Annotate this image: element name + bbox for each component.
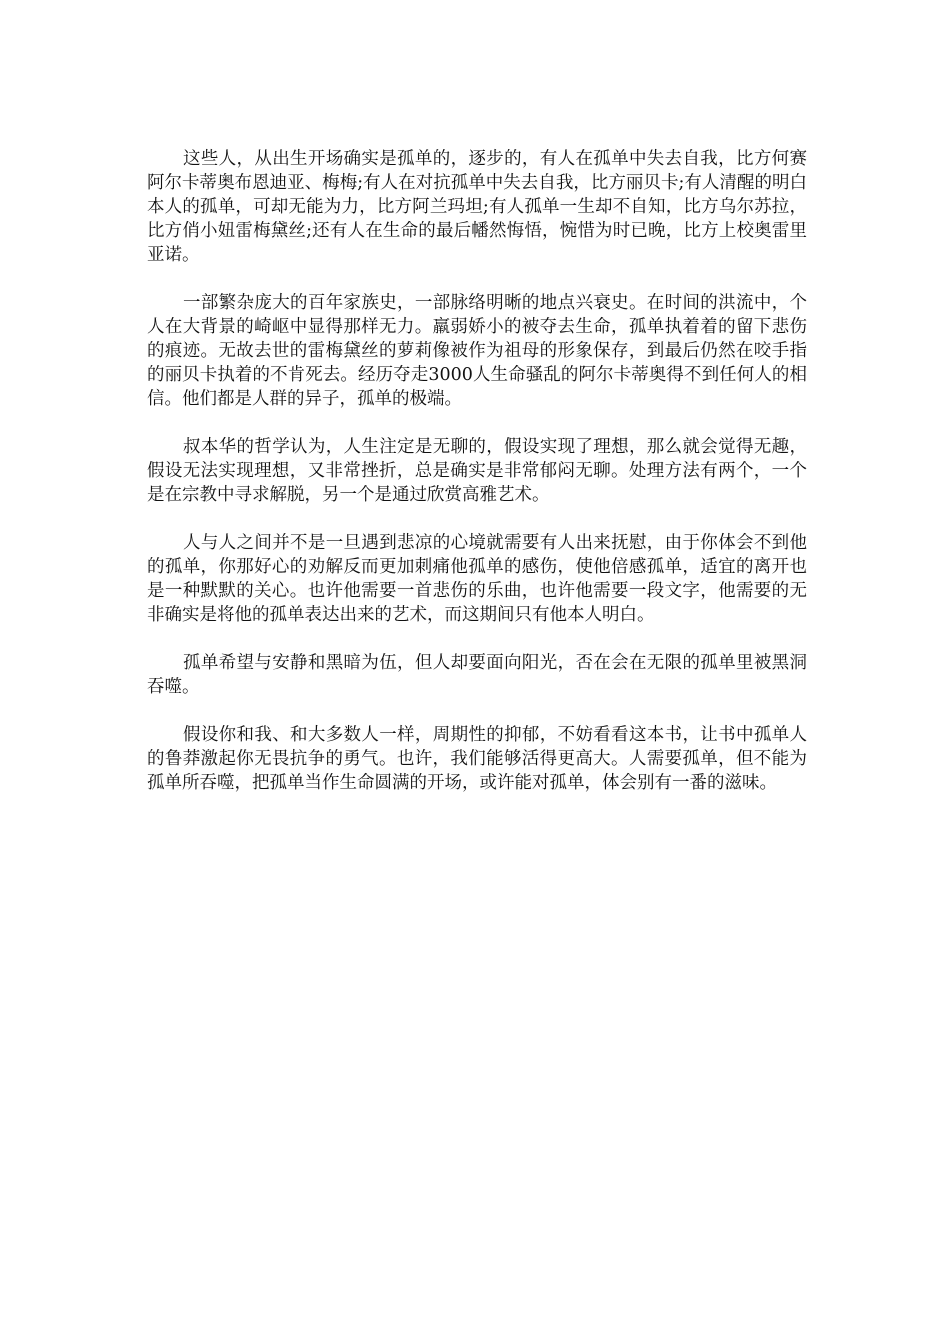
paragraph-1: 这些人，从出生开场确实是孤单的，逐步的，有人在孤单中失去自我，比方何赛阿尔卡蒂奥布恩迪亚、梅梅;有人在对抗孤单中失去自我，比方丽贝卡;有人清醒的明白本人的孤单，可却无能为力，比方阿兰玛坦;有人孤单一生却不自知，比方乌尔苏拉，比方俏小妞雷梅黛丝;还有人在生命的最后幡然悔悟，惋惜为时已晚，比方上校奥雷里亚诺。 (147, 149, 807, 265)
paragraph-2: 一部繁杂庞大的百年家族史，一部脉络明晰的地点兴衰史。在时间的洪流中，个人在大背景的崎岖中显得那样无力。羸弱娇小的被夺去生命，孤单执着着的留下悲伤的痕迹。无故去世的雷梅黛丝的萝莉像被作为祖母的形象保存，到最后仍然在咬手指的丽贝卡执着的不肯死去。经历夺走3000人生命骚乱的阿尔卡蒂奥得不到任何人的相信。他们都是人群的异子，孤单的极端。 (147, 293, 807, 409)
paragraph-3: 叔本华的哲学认为，人生注定是无聊的，假设实现了理想，那么就会觉得无趣，假设无法实现理想，又非常挫折，总是确实是非常郁闷无聊。处理方法有两个，一个是在宗教中寻求解脱，另一个是通过欣赏高雅艺术。 (147, 437, 807, 505)
paragraph-6: 假设你和我、和大多数人一样，周期性的抑郁，不妨看看这本书，让书中孤单人的鲁莽激起你无畏抗争的勇气。也许，我们能够活得更高大。人需要孤单，但不能为孤单所吞噬，把孤单当作生命圆满的开场，或许能对孤单，体会别有一番的滋味。 (147, 725, 807, 793)
document-body (147, 147, 807, 819)
paragraph-4: 人与人之间并不是一旦遇到悲凉的心境就需要有人出来抚慰，由于你体会不到他的孤单，你那好心的劝解反而更加刺痛他孤单的感伤，使他倍感孤单，适宜的离开也是一种默默的关心。也许他需要一首悲伤的乐曲，也许他需要一段文字，他需要的无非确实是将他的孤单表达出来的艺术，而这期间只有他本人明白。 (147, 533, 807, 625)
paragraph-5: 孤单希望与安静和黑暗为伍，但人却要面向阳光，否在会在无限的孤单里被黑洞吞噬。 (147, 653, 807, 697)
